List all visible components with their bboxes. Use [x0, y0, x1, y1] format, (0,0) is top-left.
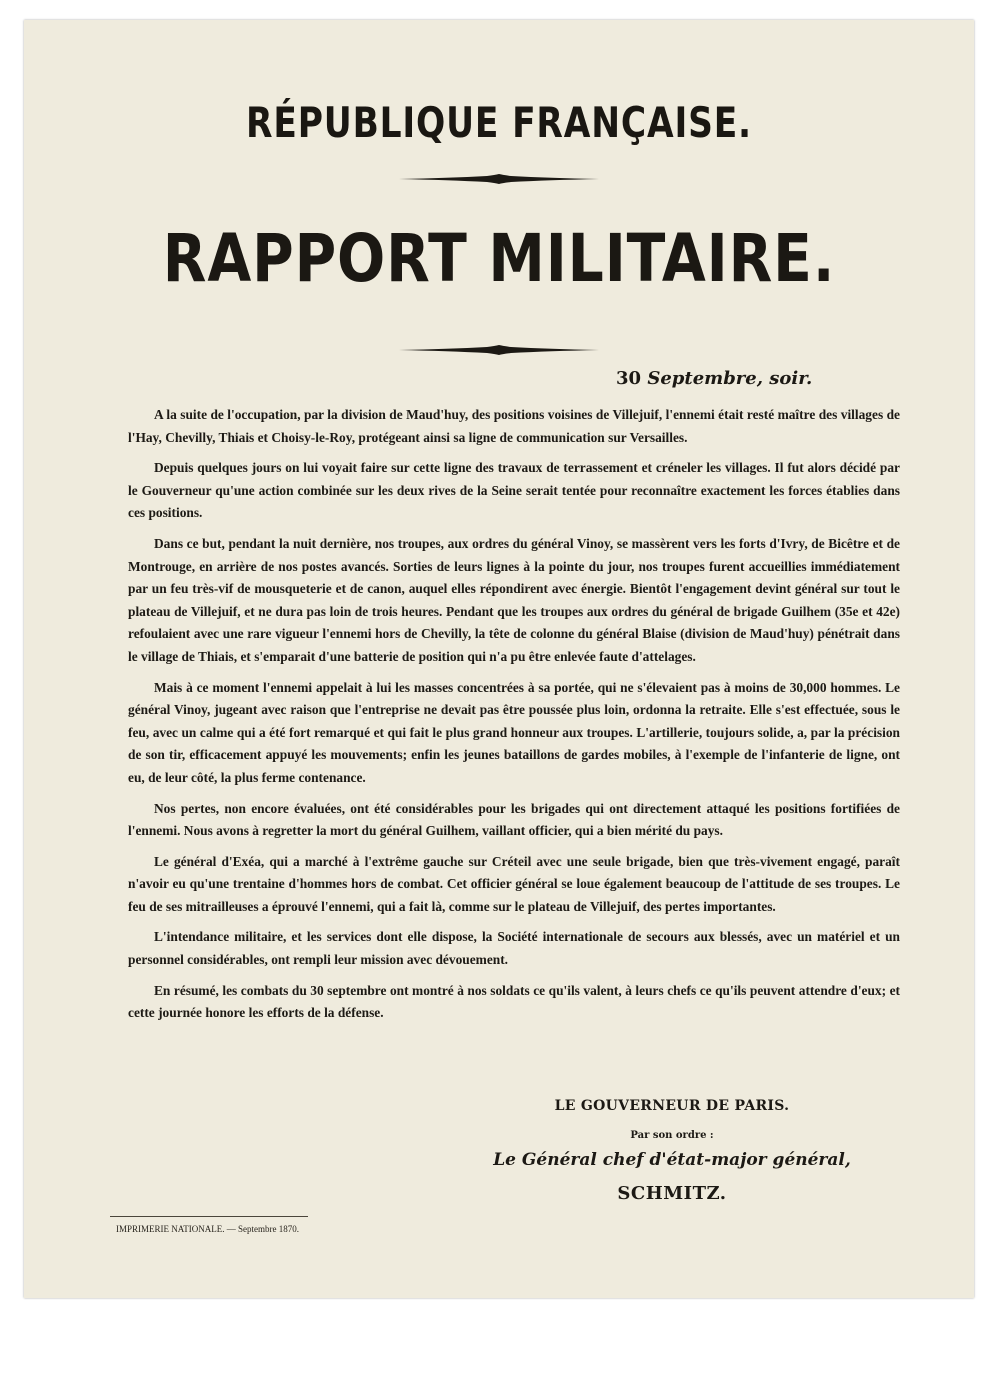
paragraph: En résumé, les combats du 30 septembre ont montré à nos soldats ce qu'ils valent, à leurs chefs ce qu'ils peuvent attendre d'eux; et cette journée honore les efforts de la défense. [128, 982, 900, 1021]
ornament-divider-icon [399, 174, 599, 184]
signature-governor: LE GOUVERNEUR DE PARIS. [554, 1098, 790, 1114]
ornament-divider-icon [399, 345, 599, 355]
report-body [128, 404, 900, 1033]
signature-name: SCHMITZ. [617, 1183, 727, 1204]
date-rest: Septembre, soir. [647, 368, 813, 389]
paragraph: A la suite de l'occupation, par la division de Maud'huy, des positions voisines de Villejuif, l'ennemi était resté maître des villages de l'Hay, Chevilly, Thiais et Choisy-le-Roy, protégeant ainsi sa ligne de communication sur Versailles. [128, 407, 900, 445]
paragraph: Dans ce but, pendant la nuit dernière, nos troupes, aux ordres du général Vinoy, se massèrent vers les forts d'Ivry, de Bicêtre et de Montrouge, en arrière de nos postes avancés. Sorties de leurs lignes à la pointe du jour, nos troupes furent accueillies immédiatement par un feu très-vif de mousqueterie et de canon, auquel elles répondirent avec énergie. Bientôt l'engagement devint général sur tout le plateau de Villejuif, et ne dura pas loin de trois heures. Pendant que les troupes aux ordres du général de brigade Guilhem (35e et 42e) refoulaient avec une rare vigueur l'ennemi hors de Chevilly, la tête de colonne du général Blaise (division de Maud'huy) pénétrait dans le village de Thiais, et s'emparait d'une batterie de position qui n'a pu être enlevée faute d'attelages. [128, 535, 900, 664]
paragraph: Depuis quelques jours on lui voyait faire sur cette ligne des travaux de terrassement et créneler les villages. Il fut alors décidé par le Gouverneur qu'une action combinée sur les deux rives de la Seine serait tentée pour reconnaître exactement les forces établies dans ces positions. [128, 460, 900, 521]
poster-sheet [24, 20, 974, 1298]
imprint-divider [110, 1216, 308, 1217]
signature-order: Par son ordre : [630, 1130, 714, 1141]
document-title: RAPPORT MILITAIRE. [162, 220, 836, 297]
signature-rank: Le Général chef d'état-major général, [493, 1150, 851, 1170]
paragraph: Nos pertes, non encore évaluées, ont été considérables pour les brigades qui ont directement attaqué les positions fortifiées de l'ennemi. Nous avons à regretter la mort du général Guilhem, vaillant officier, qui a bien mérité du pays. [128, 800, 900, 839]
date-day: 30 [616, 368, 642, 389]
printer-imprint: IMPRIMERIE NATIONALE. — Septembre 1870. [116, 1224, 299, 1234]
footer-band [0, 1300, 999, 1390]
republique-heading: RÉPUBLIQUE FRANÇAISE. [246, 98, 752, 147]
paragraph: L'intendance militaire, et les services dont elle dispose, la Société internationale de secours aux blessés, avec un matériel et un personnel considérables, ont rempli leur mission avec dévouement. [128, 929, 900, 968]
paragraph: Le général d'Exéa, qui a marché à l'extrême gauche sur Créteil avec une seule brigade, bien que très-vivement engagé, paraît n'avoir eu qu'une trentaine d'hommes hors de combat. Cet officier général se loue également beaucoup de l'attitude de ses troupes. Le feu de ses mitrailleuses a éprouvé l'ennemi, qui a fait là, comme sur le plateau de Villejuif, des pertes importantes. [128, 853, 900, 914]
paragraph: Mais à ce moment l'ennemi appelait à lui les masses concentrées à sa portée, qui ne s'élevaient pas à moins de 30,000 hommes. Le général Vinoy, jugeant avec raison que l'entreprise ne devait pas être poussée plus loin, ordonna la retraite. Elle s'est effectuée, sous le feu, avec un calme qui a été fort remarqué et qui fait le plus grand honneur aux troupes. L'artillerie, toujours solide, a, par la précision de son tir, efficacement appuyé les mouvements; enfin les jeunes bataillons de gardes mobiles, à l'exemple de l'infanterie de ligne, ont eu, de leur côté, la plus ferme contenance. [128, 679, 900, 785]
report-date [616, 368, 812, 389]
ornamental-rule-top [24, 174, 974, 184]
ornamental-rule-bottom [24, 345, 974, 355]
